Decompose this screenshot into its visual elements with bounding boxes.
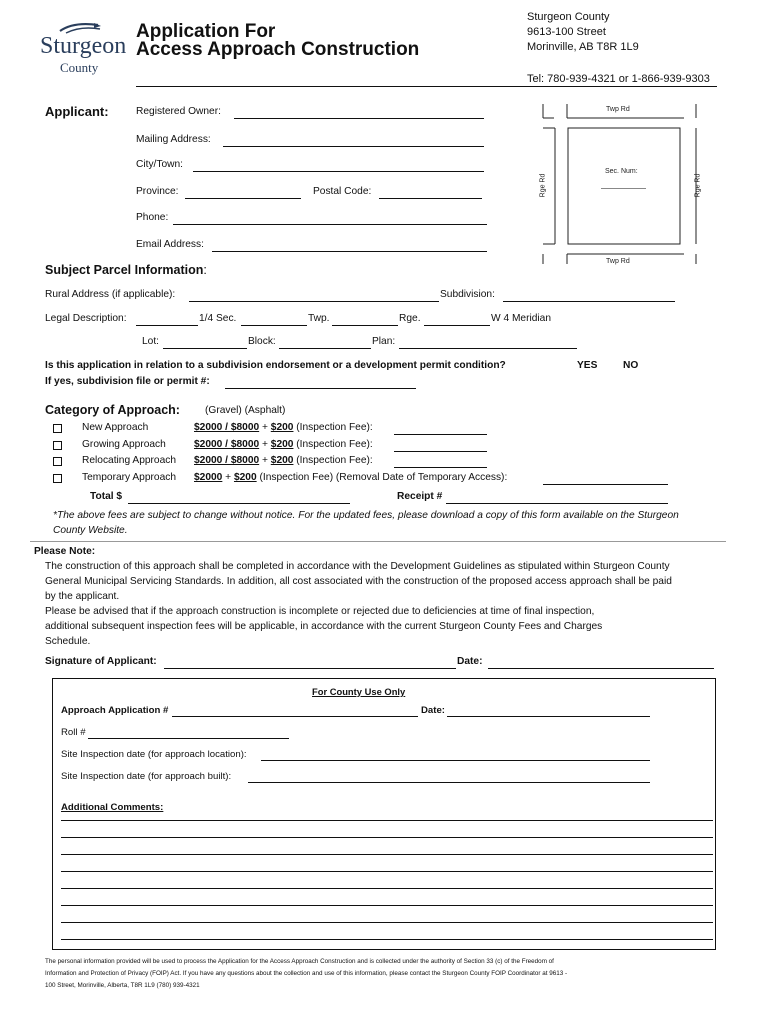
note-p2-line3: Schedule. [45,636,91,647]
new-approach-field[interactable] [394,434,487,435]
please-note-heading: Please Note: [34,546,96,557]
subdivision-question: Is this application in relation to a subdivision endorsement or a development permit condition? [45,360,506,371]
applicant-label: Applicant: [45,104,109,119]
answer-no[interactable]: NO [623,360,639,371]
privacy-notice-line1: The personal information provided will be used to process the Application for the Access Approach Construction and is collected under the authority of Section 33 (c) of the Freedom of [45,958,554,965]
comment-line[interactable] [61,837,713,838]
roll-label: Roll # [61,727,86,738]
site-built-field[interactable] [248,782,650,783]
rural-address-label: Rural Address (if applicable): [45,289,176,300]
county-address-line3: Morinville, AB T8R 1L9 [527,41,639,53]
phone-field[interactable] [173,224,487,225]
temporary-approach-label: Temporary Approach [82,472,176,483]
rural-address-field[interactable] [189,301,439,302]
county-use-box [52,678,716,950]
twp-label: Twp. [308,313,330,324]
subdivision-label: Subdivision: [440,289,495,300]
map-sec-num: Sec. Num: [605,168,638,175]
note-p1-line3: by the applicant. [45,591,120,602]
comment-line[interactable] [61,820,713,821]
logo-sub: County [60,60,99,75]
page-title-line2: Access Approach Construction [136,39,420,60]
phone-label: Phone: [136,212,169,223]
signature-field[interactable] [164,668,456,669]
county-address-line1: Sturgeon County [527,11,610,23]
roll-field[interactable] [88,738,289,739]
rge-label: Rge. [399,313,421,324]
registered-owner-label: Registered Owner: [136,106,221,117]
quarter-field[interactable] [136,325,198,326]
privacy-notice-line2: Information and Protection of Privacy (FOIP) Act. If you have any questions about the collection and use of this information, please contact the Sturgeon County FOIP Coordinator at 9613 - [45,970,568,977]
sec-field[interactable] [241,325,307,326]
site-location-label: Site Inspection date (for approach location): [61,749,247,760]
temporary-approach-field[interactable] [543,484,668,485]
meridian-label: W 4 Meridian [491,313,552,324]
temporary-approach-fee: $2000 + $200 (Inspection Fee) (Removal Date of Temporary Access): [194,472,508,483]
city-town-field[interactable] [193,171,484,172]
relocating-approach-label: Relocating Approach [82,455,177,466]
postal-code-label: Postal Code: [313,186,372,197]
county-phone: Tel: 780-939-4321 or 1-866-939-9303 [527,73,710,85]
province-label: Province: [136,186,179,197]
registered-owner-field[interactable] [234,118,484,119]
county-use-heading: For County Use Only [312,686,406,697]
note-p2-line2: additional subsequent inspection fees will be applicable, in accordance with the current Sturgeon County Fees and Charges [45,621,603,632]
mailing-address-label: Mailing Address: [136,134,211,145]
new-approach-fee: $2000 / $8000 + $200 (Inspection Fee): [194,422,373,433]
parcel-heading: Subject Parcel Information: [45,263,207,277]
plan-field[interactable] [399,348,577,349]
growing-approach-fee: $2000 / $8000 + $200 (Inspection Fee): [194,439,373,450]
relocating-approach-field[interactable] [394,467,487,468]
email-label: Email Address: [136,239,204,250]
approach-app-label: Approach Application # [61,705,169,716]
legal-description-label: Legal Description: [45,313,127,324]
map-twp-bottom: Twp Rd [606,258,630,265]
map-twp-top: Twp Rd [606,106,630,113]
plan-label: Plan: [372,336,396,347]
growing-approach-label: Growing Approach [82,439,166,450]
subdivision-field[interactable] [503,301,675,302]
new-approach-label: New Approach [82,422,149,433]
block-field[interactable] [279,348,371,349]
comment-line[interactable] [61,939,713,940]
email-field[interactable] [212,251,487,252]
growing-approach-field[interactable] [394,451,487,452]
map-rge-right: Rge Rd [694,173,702,198]
map-rge-left: Rge Rd [539,173,547,198]
note-p2-line1: Please be advised that if the approach construction is incomplete or rejected due to deficiencies at time of final inspection, [45,606,595,617]
signature-date-label: Date: [457,656,483,667]
relocating-approach-checkbox[interactable] [53,457,62,466]
new-approach-checkbox[interactable] [53,424,62,433]
note-p1-line1: The construction of this approach shall be completed in accordance with the Development Guidelines as stipulated within Sturgeon County [45,561,670,572]
comment-line[interactable] [61,905,713,906]
note-p1-line2: General Municipal Servicing Standards. In addition, all cost associated with the construction of the proposed access approach shall be paid [45,576,672,587]
city-town-label: City/Town: [136,159,183,170]
page-title-line1: Application For [136,21,276,42]
comment-line[interactable] [61,871,713,872]
lot-field[interactable] [163,348,247,349]
county-address-line2: 9613-100 Street [527,26,606,38]
map-sec-num-field[interactable] [601,188,646,189]
comments-label: Additional Comments: [61,802,164,813]
signature-date-field[interactable] [488,668,714,669]
sec-label: 1/4 Sec. [199,313,237,324]
lot-label: Lot: [142,336,159,347]
category-types: (Gravel) (Asphalt) [205,405,286,416]
answer-yes[interactable]: YES [577,360,598,371]
site-location-field[interactable] [261,760,650,761]
relocating-approach-fee: $2000 / $8000 + $200 (Inspection Fee): [194,455,373,466]
postal-code-field[interactable] [379,198,482,199]
fee-note-line2: County Website. [53,525,128,536]
comment-line[interactable] [61,854,713,855]
receipt-field[interactable] [446,503,668,504]
block-label: Block: [248,336,276,347]
approach-app-field[interactable] [172,716,418,717]
if-yes-label: If yes, subdivision file or permit #: [45,376,210,387]
comment-line[interactable] [61,922,713,923]
comment-line[interactable] [61,888,713,889]
category-heading: Category of Approach: [45,403,180,417]
growing-approach-checkbox[interactable] [53,441,62,450]
mailing-address-field[interactable] [223,146,484,147]
total-label: Total $ [90,491,123,502]
header-divider [136,86,717,87]
receipt-label: Receipt # [397,491,443,502]
site-built-label: Site Inspection date (for approach built): [61,771,232,782]
section-divider [30,541,726,542]
rge-field[interactable] [424,325,490,326]
permit-number-field[interactable] [225,388,416,389]
logo-name: Sturgeon [40,33,127,59]
province-field[interactable] [185,198,301,199]
privacy-notice-line3: 100 Street, Morinville, Alberta, T8R 1L9 (780) 939-4321 [45,982,200,989]
county-date-label: Date: [421,705,445,716]
signature-label: Signature of Applicant: [45,656,157,667]
temporary-approach-checkbox[interactable] [53,474,62,483]
fee-note-line1: *The above fees are subject to change without notice. For the updated fees, please download a copy of this form available on the Sturgeon [53,510,679,521]
county-date-field[interactable] [447,716,650,717]
twp-field[interactable] [332,325,398,326]
total-field[interactable] [128,503,350,504]
